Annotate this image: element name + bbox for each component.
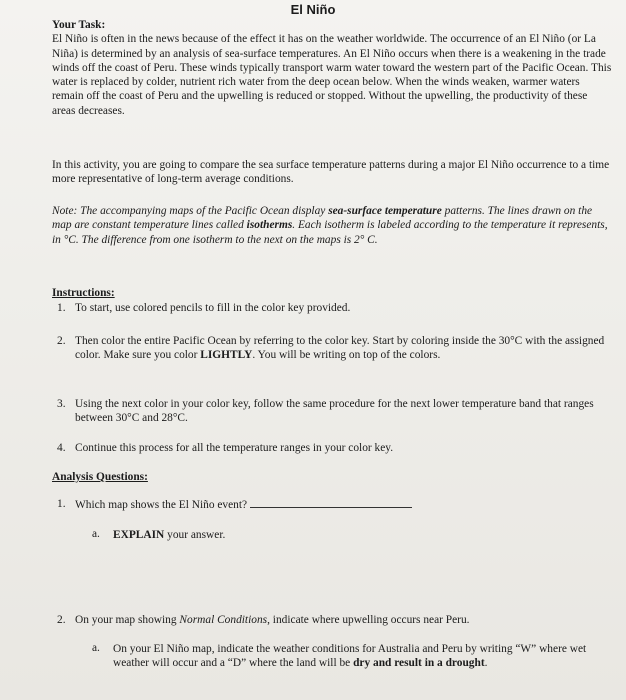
- your-task-heading: Your Task:: [52, 19, 106, 31]
- answer-blank-line[interactable]: [250, 497, 412, 508]
- instruction-2-bold: LIGHTLY: [200, 349, 253, 362]
- note-bold-sst: sea-surface temperature: [328, 205, 442, 217]
- instruction-4-number: 4.: [57, 442, 66, 454]
- question-2a-bold: dry and result in a drought: [353, 657, 485, 670]
- instruction-3-number: 3.: [57, 398, 66, 410]
- page-title: El Niño: [290, 2, 336, 17]
- your-task-section: [52, 18, 612, 118]
- instruction-1-text: To start, use colored pencils to fill in the color key provided.: [75, 302, 351, 314]
- question-2: [75, 613, 610, 627]
- instruction-4-text: Continue this process for all the temperature ranges in your color key.: [75, 442, 394, 454]
- note-paragraph: [52, 204, 612, 247]
- question-2-italic: Normal Conditions: [179, 614, 268, 626]
- note-text-1: Note: The accompanying maps of the Pacific Ocean display: [52, 205, 326, 217]
- question-1: [75, 497, 610, 512]
- question-2a-letter: a.: [92, 642, 100, 654]
- question-1a-bold: EXPLAIN: [113, 529, 165, 541]
- instruction-2-text-a: Then color the entire Pacific Ocean by referring to the color key. Start by coloring inside the 30°C with the assigned color. Make sure you color: [75, 335, 605, 362]
- instruction-2-text-b: . You will be writing on top of the colors.: [252, 349, 441, 362]
- question-2-text-b: , indicate where upwelling occurs near Peru.: [267, 614, 470, 626]
- question-1-number: 1.: [57, 498, 66, 510]
- analysis-heading: Analysis Questions:: [52, 471, 148, 483]
- note-text-2: patterns. The lines drawn on the map are constant temperature lines called: [52, 205, 593, 232]
- question-1a-text: your answer.: [167, 529, 226, 541]
- your-task-body: El Niño is often in the news because of the effect it has on the weather worldwide. The occurrence of an El Niño (or La Niña) is determined by an analysis of sea-surface temperatures. An El Niño occurs when there is a weakening in the trade winds off the coast of Peru. These winds typically transport warm water toward the western part of the Pacific Ocean. This water is replaced by colder, nutrient rich water from the deep ocean below. When the winds weaken, warmer waters remain off the coast of Peru and the upwelling is reduced or stopped. Without the upwelling, the productivity of these areas decreases.: [52, 33, 612, 117]
- question-2-number: 2.: [57, 614, 66, 626]
- question-2a-text-b: .: [484, 657, 488, 670]
- question-1-text: Which map shows the El Niño event?: [75, 499, 248, 511]
- question-2a-text-a: On your El Niño map, indicate the weather conditions for Australia and Peru by writing “W” where wet weather will occur and a “D” where the land will be: [113, 643, 587, 670]
- instructions-heading: Instructions:: [52, 287, 115, 299]
- note-text-3: . Each isotherm is labeled according to the temperature it represents, in °C. The difference from one isotherm to the next on the maps is 2° C.: [52, 219, 608, 246]
- question-1a: [113, 528, 613, 542]
- instruction-2-text: [75, 334, 610, 363]
- note-bold-isotherms: isotherms: [246, 219, 293, 232]
- activity-paragraph: In this activity, you are going to compare the sea surface temperature patterns during a major El Niño occurrence to a time more representative of long-term average conditions.: [52, 159, 610, 186]
- question-2-text-a: On your map showing: [75, 614, 177, 626]
- instruction-3-text: Using the next color in your color key, follow the same procedure for the next lower temperature band that ranges between 30°C and 28°C.: [75, 398, 594, 425]
- instruction-2-number: 2.: [57, 335, 66, 347]
- question-2a: [113, 642, 613, 671]
- question-1a-letter: a.: [92, 528, 100, 540]
- instruction-1-number: 1.: [57, 302, 66, 314]
